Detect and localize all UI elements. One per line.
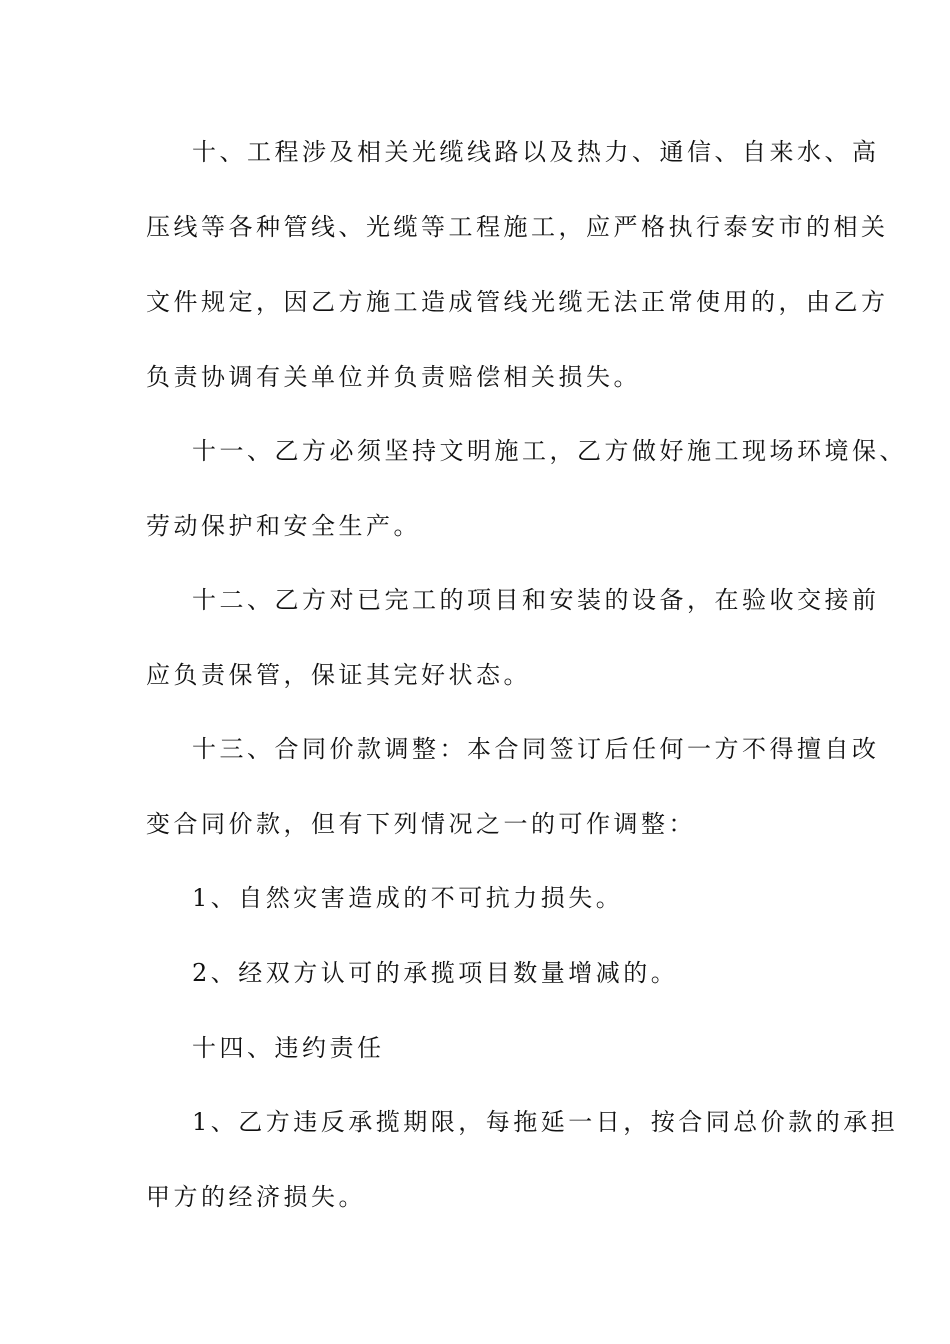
paragraph-14-item-1-line-1: 1、乙方违反承揽期限，每拖延一日，按合同总价款的承担	[192, 1108, 899, 1136]
paragraph-13-line-2: 变合同价款，但有下列情况之一的可作调整：	[146, 810, 696, 838]
paragraph-13-line-1: 十三、合同价款调整：本合同签订后任何一方不得擅自改	[192, 735, 880, 763]
paragraph-10-line-2: 压线等各种管线、光缆等工程施工，应严格执行泰安市的相关	[146, 213, 889, 241]
paragraph-10-line-4: 负责协调有关单位并负责赔偿相关损失。	[146, 363, 641, 391]
list-item-1: 1、自然灾害造成的不可抗力损失。	[192, 884, 624, 912]
paragraph-10-line-1: 十、工程涉及相关光缆线路以及热力、通信、自来水、高	[192, 138, 880, 166]
paragraph-14-item-1-line-2: 甲方的经济损失。	[146, 1183, 366, 1211]
section-heading-14: 十四、违约责任	[192, 1034, 385, 1062]
paragraph-11-line-1: 十一、乙方必须坚持文明施工，乙方做好施工现场环境保、	[192, 437, 907, 465]
paragraph-12-line-1: 十二、乙方对已完工的项目和安装的设备，在验收交接前	[192, 586, 880, 614]
paragraph-11-line-2: 劳动保护和安全生产。	[146, 512, 421, 540]
list-item-2: 2、经双方认可的承揽项目数量增减的。	[192, 959, 679, 987]
paragraph-12-line-2: 应负责保管，保证其完好状态。	[146, 661, 531, 689]
paragraph-10-line-3: 文件规定，因乙方施工造成管线光缆无法正常使用的，由乙方	[146, 288, 889, 316]
